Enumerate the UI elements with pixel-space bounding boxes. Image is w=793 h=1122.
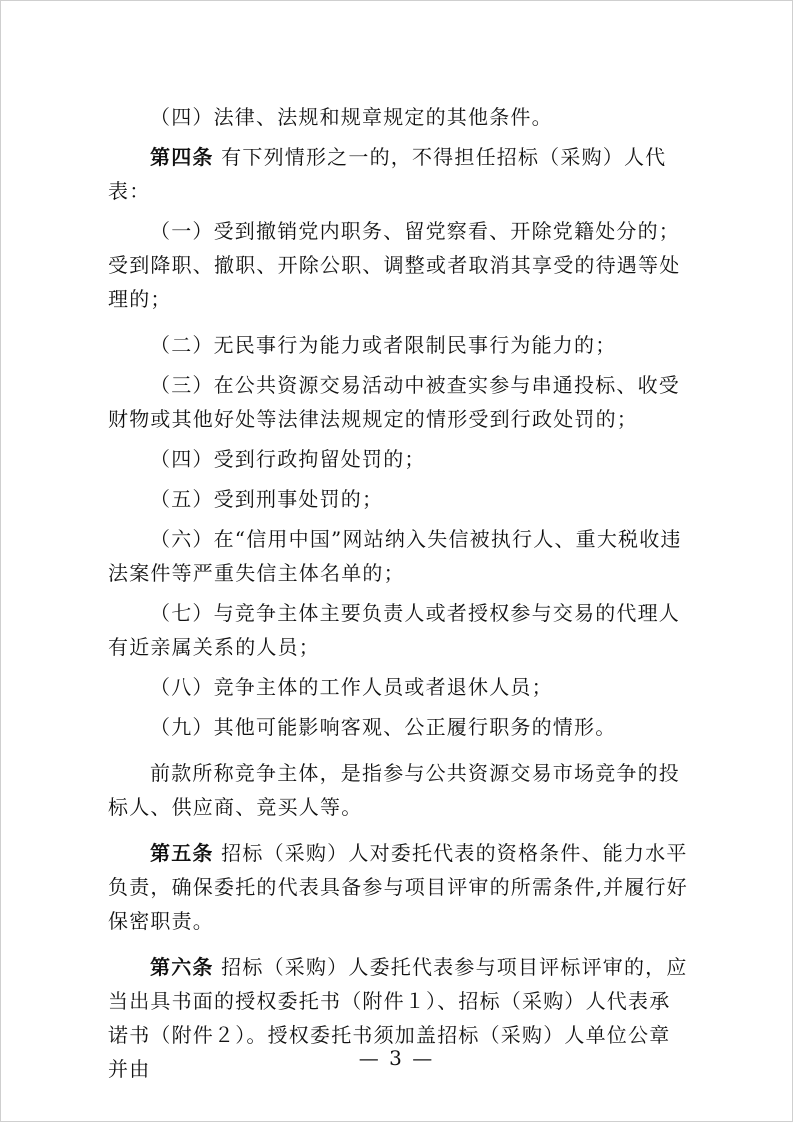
competitor-definition: 前款所称竞争主体，是指参与公共资源交易市场竞争的投标人、供应商、竞买人等。 bbox=[108, 761, 680, 819]
article-4-item-9: （九）其他可能影响客观、公正履行职务的情形。 bbox=[150, 715, 617, 739]
article-5-text: 招标（采购）人对委托代表的资格条件、能力水平负责，确保委托的代表具备参与项目评审的所需条件,并履行好保密职责。 bbox=[108, 841, 688, 933]
article-4-item-3: （三）在公共资源交易活动中被查实参与串通投标、收受财物或其他好处等法律法规规定的情形受到行政处罚的； bbox=[108, 373, 680, 431]
article-4-item-4: （四）受到行政拘留处罚的； bbox=[150, 447, 426, 471]
article-6-text: 招标（采购）人委托代表参与项目评标评审的，应当出具书面的授权委托书（附件１）、招标（采购）人代表承诺书（附件２）。授权委托书须加盖招标（采购）人单位公章并由 bbox=[108, 955, 688, 1081]
article-6-heading: 第六条 bbox=[150, 955, 214, 979]
document-body bbox=[108, 100, 688, 1086]
page-number: — 3 — bbox=[358, 1046, 435, 1070]
article-5-heading: 第五条 bbox=[150, 841, 214, 865]
article-4-heading: 第四条 bbox=[150, 145, 214, 169]
article-4-item-5: （五）受到刑事处罚的； bbox=[150, 487, 384, 511]
paragraph-condition-4: （四）法律、法规和规章规定的其他条件。 bbox=[150, 105, 553, 129]
article-4-intro bbox=[108, 140, 688, 208]
article-5 bbox=[108, 836, 688, 938]
article-4-text: 有下列情形之一的，不得担任招标（采购）人代表： bbox=[108, 145, 667, 203]
article-4-item-6: （六）在“信用中国”网站纳入失信被执行人、重大税收违法案件等严重失信主体名单的； bbox=[108, 527, 682, 585]
article-4-item-2: （二）无民事行为能力或者限制民事行为能力的； bbox=[150, 333, 617, 357]
article-4-item-1: （一）受到撤销党内职务、留党察看、开除党籍处分的；受到降职、撤职、开除公职、调整或者取消其享受的待遇等处理的； bbox=[108, 219, 681, 311]
article-4-item-8: （八）竞争主体的工作人员或者退休人员； bbox=[150, 675, 553, 699]
article-4-item-7: （七）与竞争主体主要负责人或者授权参与交易的代理人有近亲属关系的人员； bbox=[108, 601, 680, 659]
